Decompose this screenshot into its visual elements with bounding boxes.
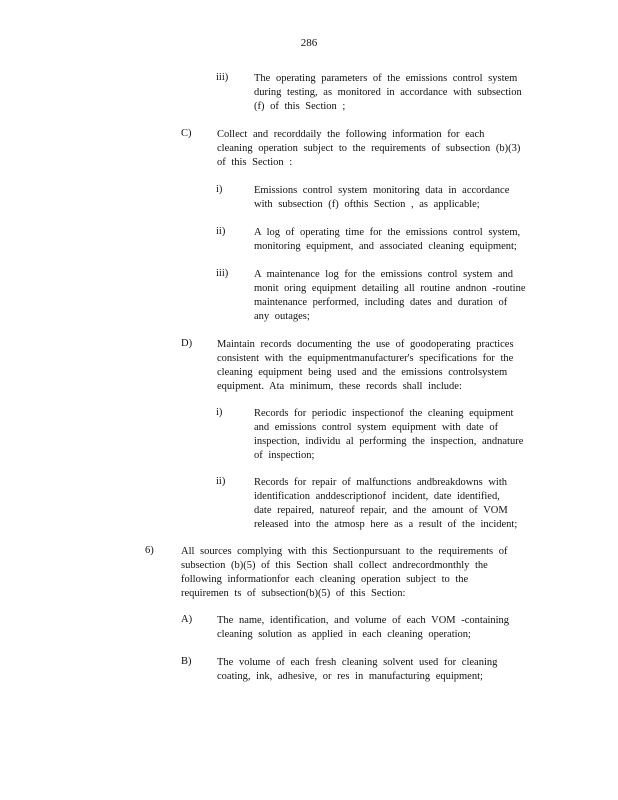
text-line: A maintenance log for the emissions control system and bbox=[254, 269, 514, 280]
item-text bbox=[217, 614, 515, 642]
text-line: A log of operating time for the emissions control system, bbox=[254, 227, 521, 238]
text-line: identification anddescriptionof incident, date identified, bbox=[254, 491, 500, 502]
text-line: monit oring equipment detailing all routine andnon -routine bbox=[254, 283, 526, 294]
text-line: cleaning solution as applied in each cleaning operation; bbox=[217, 629, 471, 640]
text-line: date repaired, natureof repair, and the amount of VOM bbox=[254, 505, 508, 516]
text-line: The name, identification, and volume of each VOM -containing bbox=[217, 615, 510, 626]
text-line: of inspection; bbox=[254, 450, 315, 461]
text-line: during testing, as monitored in accordance with subsection bbox=[254, 87, 522, 98]
item-text bbox=[254, 184, 520, 212]
text-line: coating, ink, adhesive, or res in manufacturing equipment; bbox=[217, 671, 483, 682]
text-line: inspection, individu al performing the inspection, andnature bbox=[254, 436, 524, 447]
item-marker: i) bbox=[216, 407, 223, 418]
text-line: following informationfor each cleaning operation subject to the bbox=[181, 574, 469, 585]
text-line: with subsection (f) ofthis Section , as applicable; bbox=[254, 199, 480, 210]
item-text bbox=[254, 268, 532, 324]
text-line: Emissions control system monitoring data in accordance bbox=[254, 185, 510, 196]
text-line: All sources complying with this Sectionpursuant to the requirements of bbox=[181, 546, 508, 557]
text-line: Maintain records documenting the use of goodoperating practices bbox=[217, 339, 514, 350]
item-marker: iii) bbox=[216, 268, 229, 279]
text-line: monitoring equipment, and associated cleaning equipment; bbox=[254, 241, 517, 252]
text-line: Records for periodic inspectionof the cleaning equipment bbox=[254, 408, 514, 419]
item-marker: C) bbox=[181, 128, 192, 139]
text-line: The volume of each fresh cleaning solvent used for cleaning bbox=[217, 657, 498, 668]
item-marker: ii) bbox=[216, 476, 226, 487]
item-text bbox=[217, 128, 537, 170]
item-text bbox=[217, 338, 535, 394]
text-line: of this Section : bbox=[217, 157, 293, 168]
text-line: and emissions control system equipment with date of bbox=[254, 422, 499, 433]
item-marker: ii) bbox=[216, 226, 226, 237]
item-text bbox=[254, 476, 532, 532]
item-marker: D) bbox=[181, 338, 193, 349]
text-line: The operating parameters of the emissions control system bbox=[254, 73, 518, 84]
text-line: Collect and recorddaily the following information for each bbox=[217, 129, 485, 140]
item-text bbox=[254, 407, 532, 463]
text-line: equipment. Ata minimum, these records shall include: bbox=[217, 381, 462, 392]
item-text bbox=[217, 656, 503, 684]
text-line: cleaning operation subject to the requirements of subsection (b)(3) bbox=[217, 143, 521, 154]
text-line: any outages; bbox=[254, 311, 310, 322]
item-marker: i) bbox=[216, 184, 223, 195]
item-marker: iii) bbox=[216, 72, 229, 83]
text-line: Records for repair of malfunctions andbreakdowns with bbox=[254, 477, 508, 488]
text-line: maintenance performed, including dates and duration of bbox=[254, 297, 508, 308]
text-line: subsection (b)(5) of this Section shall collect andrecordmonthly the bbox=[181, 560, 488, 571]
item-text bbox=[254, 72, 528, 114]
text-line: consistent with the equipmentmanufacturer's specifications for the bbox=[217, 353, 514, 364]
page-number: 286 bbox=[300, 37, 318, 49]
text-line: requiremen ts of subsection(b)(5) of this Section: bbox=[181, 588, 406, 599]
text-line: released into the atmosp here as a result of the incident; bbox=[254, 519, 518, 530]
item-marker: A) bbox=[181, 614, 193, 625]
text-line: (f) of this Section ; bbox=[254, 101, 346, 112]
item-text bbox=[254, 226, 532, 254]
item-marker: B) bbox=[181, 656, 192, 667]
item-text bbox=[181, 545, 527, 601]
text-line: cleaning equipment being used and the emissions controlsystem bbox=[217, 367, 508, 378]
item-marker: 6) bbox=[145, 545, 154, 556]
